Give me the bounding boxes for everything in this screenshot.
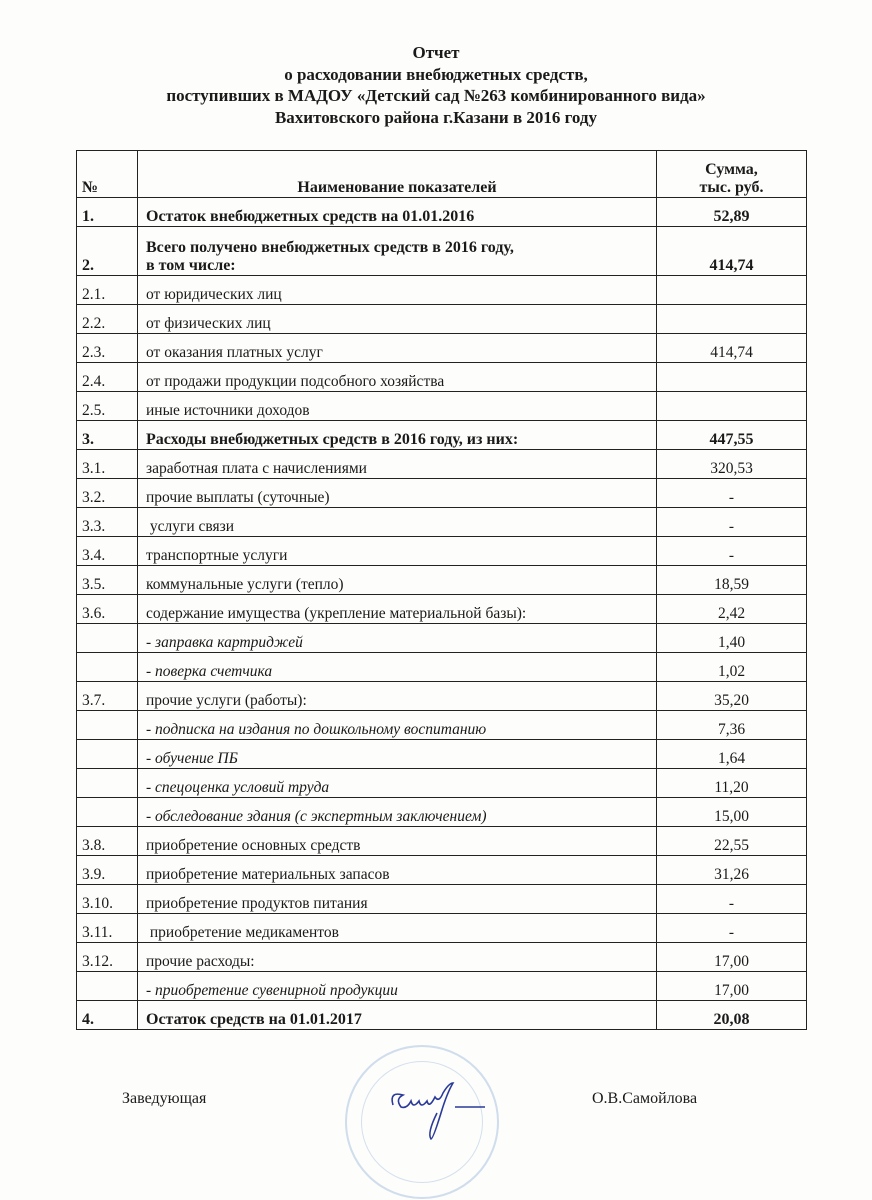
table-row (77, 198, 807, 227)
row-name-text: услуги связи (146, 518, 235, 535)
row-name (138, 392, 657, 421)
row-number-text: 3.2. (82, 489, 106, 506)
table-row (77, 227, 807, 276)
row-name-text: - обследование здания (с экспертным заключением) (146, 808, 487, 825)
table-row (77, 827, 807, 856)
row-number (77, 682, 138, 711)
header-sum-line2: тыс. руб. (699, 179, 764, 196)
row-name-text: Остаток внебюджетных средств на 01.01.2016 (146, 208, 475, 225)
row-name (138, 566, 657, 595)
row-number (77, 566, 138, 595)
row-sum-text: 18,59 (714, 576, 749, 593)
row-name-text: иные источники доходов (146, 402, 310, 419)
header-name: Наименование показателей (138, 151, 657, 198)
row-number-text: 3.6. (82, 605, 106, 622)
row-sum (657, 798, 807, 827)
row-number (77, 798, 138, 827)
row-sum-text: 31,26 (714, 866, 749, 883)
row-sum-text: 447,55 (709, 431, 754, 448)
row-sum (657, 624, 807, 653)
row-sum (657, 740, 807, 769)
document-title (0, 42, 872, 128)
row-number-text: 3.8. (82, 837, 106, 854)
row-sum-text: 1,40 (717, 634, 746, 651)
row-sum-text: - (728, 489, 735, 506)
row-name-text: Остаток средств на 01.01.2017 (146, 1011, 362, 1028)
row-name-text: коммунальные услуги (тепло) (146, 576, 344, 593)
header-sum (657, 151, 807, 198)
row-name (138, 914, 657, 943)
table-row (77, 885, 807, 914)
row-name (138, 885, 657, 914)
row-name (138, 856, 657, 885)
row-sum-text: 17,00 (714, 982, 749, 999)
signature (385, 1075, 495, 1155)
table-row (77, 305, 807, 334)
row-sum (657, 914, 807, 943)
row-sum (657, 943, 807, 972)
row-number (77, 943, 138, 972)
table-row (77, 740, 807, 769)
table-row (77, 421, 807, 450)
row-sum-text: 11,20 (714, 779, 749, 796)
row-number (77, 624, 138, 653)
row-sum (657, 305, 807, 334)
row-name (138, 334, 657, 363)
title-line: Отчет (412, 43, 460, 62)
table-row (77, 682, 807, 711)
row-name (138, 227, 657, 276)
row-number (77, 856, 138, 885)
row-number (77, 227, 138, 276)
table-row (77, 566, 807, 595)
row-name (138, 508, 657, 537)
table-row (77, 595, 807, 624)
row-sum (657, 450, 807, 479)
row-sum (657, 769, 807, 798)
row-name (138, 363, 657, 392)
row-sum (657, 711, 807, 740)
row-number-text: 3.4. (82, 547, 106, 564)
row-name-text: прочие выплаты (суточные) (146, 489, 330, 506)
row-sum-text: 320,53 (710, 460, 753, 477)
row-sum-text: 20,08 (713, 1011, 750, 1028)
table-row (77, 450, 807, 479)
title-line: поступивших в МАДОУ «Детский сад №263 комбинированного вида» (166, 86, 706, 105)
row-number-text: 3.5. (82, 576, 106, 593)
row-number (77, 450, 138, 479)
header-num: № (77, 151, 138, 198)
row-number (77, 769, 138, 798)
title-line: Вахитовского района г.Казани в 2016 году (274, 107, 598, 127)
table-row (77, 856, 807, 885)
row-sum (657, 682, 807, 711)
row-sum (657, 198, 807, 227)
row-name-text: приобретение медикаментов (146, 924, 339, 941)
row-name-line: в том числе: (146, 257, 236, 274)
row-name-text: Расходы внебюджетных средств в 2016 году, из них: (146, 431, 519, 448)
row-sum-text: - (728, 924, 735, 941)
row-number (77, 508, 138, 537)
row-name (138, 421, 657, 450)
table-row (77, 1001, 807, 1030)
row-sum (657, 276, 807, 305)
row-name-text: - поверка счетчика (146, 663, 273, 680)
table-row (77, 537, 807, 566)
table-row (77, 769, 807, 798)
row-name-text: - спецоценка условий труда (146, 779, 330, 796)
row-number-text: 2.1. (82, 286, 106, 303)
row-sum (657, 537, 807, 566)
table-row (77, 624, 807, 653)
table-row (77, 392, 807, 421)
row-sum-text: 7,36 (717, 721, 746, 738)
row-number (77, 363, 138, 392)
row-sum-text: 2,42 (717, 605, 746, 622)
row-number-text: 2.4. (82, 373, 106, 390)
title-line: о расходовании внебюджетных средств, (284, 64, 588, 84)
row-sum-text: - (728, 518, 735, 535)
row-number-text: 4. (82, 1011, 94, 1028)
row-number (77, 305, 138, 334)
row-name (138, 769, 657, 798)
row-name-text: - заправка картриджей (146, 634, 303, 651)
row-number-text: 2.2. (82, 315, 106, 332)
row-name-text: приобретение материальных запасов (146, 866, 390, 883)
row-name-text: - приобретение сувенирной продукции (146, 982, 398, 999)
row-sum (657, 421, 807, 450)
table-row (77, 914, 807, 943)
row-name-text: от продажи продукции подсобного хозяйства (146, 373, 445, 390)
header-sum-line1: Сумма, (705, 161, 758, 178)
row-sum-text: 1,64 (717, 750, 746, 767)
row-name (138, 276, 657, 305)
row-number (77, 914, 138, 943)
row-name-text: - подписка на издания по дошкольному воспитанию (146, 721, 487, 738)
row-name (138, 1001, 657, 1030)
row-name-text: прочие услуги (работы): (146, 692, 307, 709)
row-number-text: 3.10. (82, 895, 113, 912)
row-name (138, 943, 657, 972)
row-name-text: от оказания платных услуг (146, 344, 323, 361)
table-row (77, 479, 807, 508)
row-number (77, 276, 138, 305)
row-number (77, 198, 138, 227)
row-sum (657, 856, 807, 885)
row-name-line: Всего получено внебюджетных средств в 2016 году, (146, 239, 514, 256)
row-number-text: 2.3. (82, 344, 106, 361)
row-sum-text: 17,00 (714, 953, 749, 970)
row-sum (657, 827, 807, 856)
row-name-text: приобретение основных средств (146, 837, 361, 854)
row-name-text: - обучение ПБ (146, 750, 238, 767)
row-sum (657, 1001, 807, 1030)
row-sum (657, 363, 807, 392)
row-name-text: приобретение продуктов питания (146, 895, 368, 912)
row-number-text: 2. (82, 257, 94, 274)
table-row (77, 653, 807, 682)
row-name (138, 305, 657, 334)
row-number-text: 3.1. (82, 460, 106, 477)
row-sum-text: - (728, 895, 735, 912)
row-number (77, 827, 138, 856)
row-sum-text: 414,74 (710, 344, 753, 361)
table-row (77, 276, 807, 305)
row-sum (657, 392, 807, 421)
report-table (76, 150, 807, 1030)
row-sum (657, 334, 807, 363)
row-sum-text: 22,55 (714, 837, 749, 854)
row-number (77, 595, 138, 624)
row-sum (657, 653, 807, 682)
row-number (77, 537, 138, 566)
table-header-row (77, 151, 807, 198)
row-name-text: от физических лиц (146, 315, 271, 332)
row-sum (657, 508, 807, 537)
signer-position: Заведующая (122, 1090, 207, 1107)
row-number (77, 885, 138, 914)
row-name (138, 740, 657, 769)
row-name (138, 682, 657, 711)
row-number-text: 3.12. (82, 953, 113, 970)
row-sum (657, 885, 807, 914)
row-number (77, 653, 138, 682)
row-number (77, 1001, 138, 1030)
row-name (138, 198, 657, 227)
row-number (77, 711, 138, 740)
row-name (138, 653, 657, 682)
row-sum-text: - (728, 547, 735, 564)
row-name-text: от юридических лиц (146, 286, 282, 303)
table-row (77, 972, 807, 1001)
row-name (138, 972, 657, 1001)
table-row (77, 943, 807, 972)
row-name (138, 595, 657, 624)
table-row (77, 363, 807, 392)
row-number-text: 1. (82, 208, 94, 225)
row-number (77, 972, 138, 1001)
row-name (138, 624, 657, 653)
row-name (138, 798, 657, 827)
row-number-text: 3.7. (82, 692, 106, 709)
row-number-text: 3. (82, 431, 94, 448)
row-name (138, 450, 657, 479)
row-name (138, 711, 657, 740)
row-name-text: заработная плата с начислениями (146, 460, 367, 477)
row-name (138, 479, 657, 508)
row-sum-text: 1,02 (717, 663, 746, 680)
row-sum (657, 972, 807, 1001)
row-sum-text: 15,00 (714, 808, 749, 825)
row-sum-text: 52,89 (713, 208, 750, 225)
table-row (77, 798, 807, 827)
row-sum (657, 479, 807, 508)
signer-name: О.В.Самойлова (592, 1090, 698, 1107)
row-name-text: содержание имущества (укрепление материальной базы): (146, 605, 527, 622)
row-number-text: 3.3. (82, 518, 106, 535)
row-sum (657, 595, 807, 624)
row-number-text: 3.9. (82, 866, 106, 883)
table-row (77, 508, 807, 537)
row-sum (657, 227, 807, 276)
row-sum-text: 414,74 (709, 257, 754, 274)
row-name (138, 537, 657, 566)
row-number (77, 421, 138, 450)
row-name (138, 827, 657, 856)
row-number-text: 2.5. (82, 402, 106, 419)
row-sum-text: 35,20 (714, 692, 749, 709)
row-number (77, 740, 138, 769)
row-name-text: прочие расходы: (146, 953, 255, 970)
row-number (77, 392, 138, 421)
row-name-text: транспортные услуги (146, 547, 288, 564)
row-number (77, 334, 138, 363)
row-sum (657, 566, 807, 595)
row-number-text: 3.11. (82, 924, 113, 941)
row-number (77, 479, 138, 508)
table-row (77, 711, 807, 740)
table-row (77, 334, 807, 363)
